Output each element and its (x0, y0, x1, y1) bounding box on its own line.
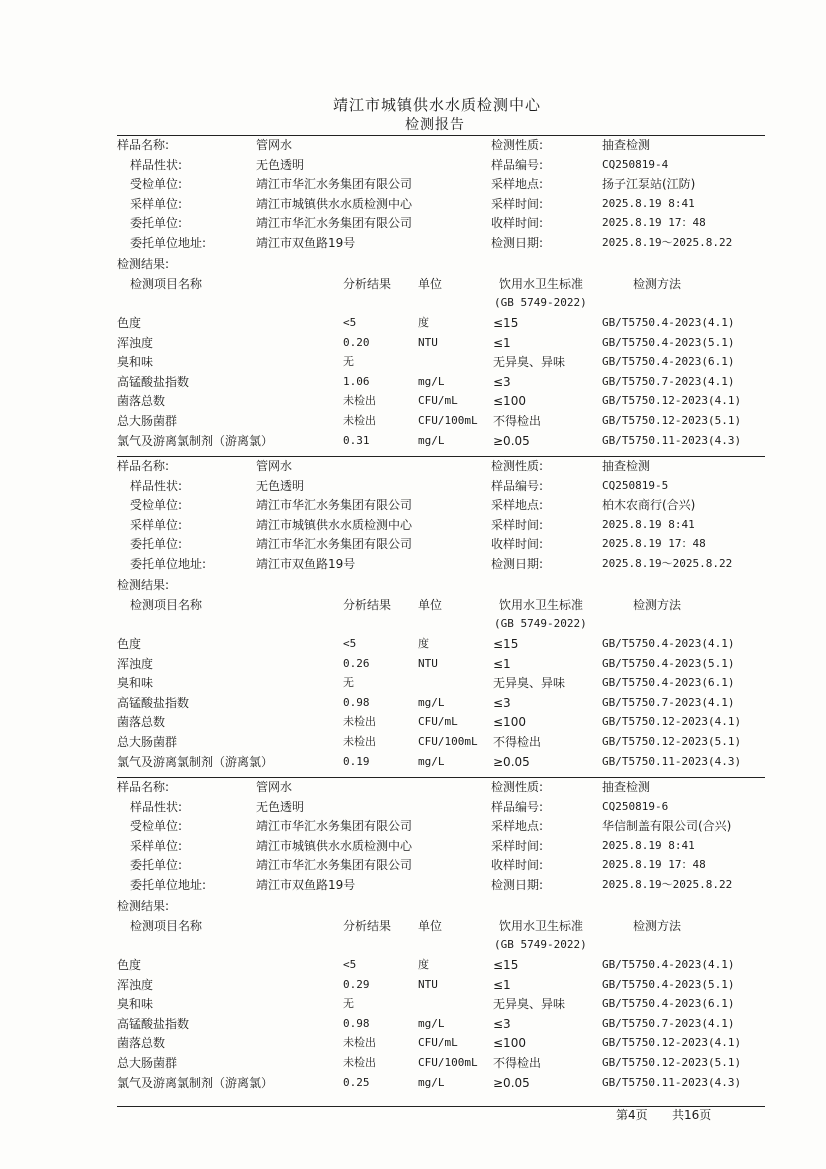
label-receive-time: 收样时间: (491, 537, 544, 552)
client-address-value: 靖江市双鱼路19号 (256, 557, 356, 571)
row-result: 0.26 (343, 656, 370, 670)
row-standard: 无异臭、异味 (493, 997, 566, 1012)
row-item: 总大肠菌群 (117, 735, 178, 749)
row-item: 色度 (117, 316, 142, 330)
row-method: GB/T5750.11-2023(4.3) (602, 754, 742, 768)
row-item: 总大肠菌群 (117, 414, 178, 428)
col-header-standard: 饮用水卫生标准 (499, 277, 584, 291)
row-result: 0.98 (343, 695, 370, 709)
row-unit: mg/L (418, 433, 445, 447)
col-header-method: 检测方法 (633, 919, 682, 933)
col-header-item: 检测项目名称 (130, 598, 203, 612)
row-standard: 无异臭、异味 (493, 355, 566, 370)
client-unit-value: 靖江市华汇水务集团有限公司 (256, 216, 413, 231)
row-method: GB/T5750.12-2023(5.1) (602, 1056, 742, 1069)
label-sampling-site: 采样地点: (491, 819, 544, 834)
test-type-value: 抽查检测 (602, 138, 651, 152)
row-item: 臭和味 (117, 997, 154, 1012)
sampling-site-value: 柏木农商行(合兴) (602, 498, 696, 513)
row-result: <5 (343, 958, 357, 971)
row-method: GB/T5750.12-2023(4.1) (602, 715, 742, 729)
results-label: 检测结果: (117, 899, 170, 913)
row-method: GB/T5750.7-2023(4.1) (602, 374, 735, 388)
row-item: 色度 (117, 637, 142, 651)
sample-no-value: CQ250819-4 (602, 157, 669, 171)
sample-state-value: 无色透明 (256, 478, 305, 493)
label-sampling-time: 采样时间: (491, 838, 544, 853)
row-method: GB/T5750.7-2023(4.1) (602, 695, 735, 709)
row-standard: ≤1 (493, 977, 511, 992)
client-unit-value: 靖江市华汇水务集团有限公司 (256, 858, 413, 873)
row-item: 浑浊度 (117, 335, 154, 350)
row-standard: 无异臭、异味 (493, 676, 566, 691)
row-method: GB/T5750.12-2023(5.1) (602, 414, 742, 427)
row-result: 0.98 (343, 1016, 370, 1030)
row-standard: ≤100 (493, 394, 526, 409)
row-method: GB/T5750.4-2023(5.1) (602, 977, 735, 991)
results-label: 检测结果: (117, 578, 170, 592)
label-sample-state: 样品性状: (130, 157, 183, 172)
col-header-standard-ref: (GB 5749-2022) (494, 617, 587, 630)
row-method: GB/T5750.4-2023(6.1) (602, 997, 735, 1011)
row-standard: ≥0.05 (493, 1075, 530, 1090)
label-client-unit: 委托单位: (130, 216, 183, 231)
test-date-value: 2025.8.19～2025.8.22 (602, 878, 733, 891)
label-test-type: 检测性质: (491, 780, 544, 794)
section-rule (117, 135, 765, 136)
label-sampling-site: 采样地点: (491, 498, 544, 513)
col-header-unit: 单位 (418, 919, 443, 933)
label-sample-name: 样品名称: (117, 138, 170, 152)
sample-state-value: 无色透明 (256, 799, 305, 814)
row-result: 未检出 (343, 394, 376, 408)
row-item: 浑浊度 (117, 977, 154, 992)
label-client-address: 委托单位地址: (130, 878, 207, 892)
test-type-value: 抽查检测 (602, 780, 651, 794)
sampling-site-value: 华信制盖有限公司(合兴) (602, 819, 732, 834)
col-header-standard-ref: (GB 5749-2022) (494, 938, 587, 951)
row-standard: 不得检出 (493, 1056, 542, 1070)
row-method: GB/T5750.12-2023(4.1) (602, 394, 742, 408)
row-result: 无 (343, 355, 354, 369)
row-unit: 度 (418, 316, 429, 329)
sampling-unit-value: 靖江市城镇供水水质检测中心 (256, 838, 413, 853)
col-header-standard: 饮用水卫生标准 (499, 919, 584, 933)
row-item: 高锰酸盐指数 (117, 695, 190, 710)
row-method: GB/T5750.12-2023(5.1) (602, 735, 742, 748)
row-result: 未检出 (343, 1056, 376, 1069)
label-sampling-time: 采样时间: (491, 196, 544, 211)
col-header-method: 检测方法 (633, 598, 682, 612)
sample-state-value: 无色透明 (256, 157, 305, 172)
row-method: GB/T5750.4-2023(5.1) (602, 335, 735, 349)
label-sample-no: 样品编号: (491, 157, 544, 172)
inspected-unit-value: 靖江市华汇水务集团有限公司 (256, 498, 413, 513)
label-sample-name: 样品名称: (117, 459, 170, 473)
label-sampling-site: 采样地点: (491, 177, 544, 192)
label-client-unit: 委托单位: (130, 858, 183, 873)
sampling-time-value: 2025.8.19 8:41 (602, 517, 695, 531)
report-title: 靖江市城镇供水水质检测中心 (333, 96, 542, 114)
receive-time-value: 2025.8.19 17：48 (602, 537, 706, 551)
col-header-unit: 单位 (418, 598, 443, 612)
col-header-standard: 饮用水卫生标准 (499, 598, 584, 612)
row-unit: mg/L (418, 1075, 445, 1089)
results-label: 检测结果: (117, 257, 170, 271)
row-method: GB/T5750.7-2023(4.1) (602, 1016, 735, 1030)
col-header-standard-ref: (GB 5749-2022) (494, 296, 587, 309)
row-unit: mg/L (418, 754, 445, 768)
row-result: 0.25 (343, 1075, 370, 1089)
label-inspected-unit: 受检单位: (130, 819, 183, 834)
row-unit: mg/L (418, 374, 445, 388)
sample-name-value: 管网水 (256, 138, 293, 152)
col-header-result: 分析结果 (343, 277, 392, 291)
row-method: GB/T5750.4-2023(4.1) (602, 958, 735, 971)
label-receive-time: 收样时间: (491, 216, 544, 231)
page-total: 共16页 (672, 1108, 712, 1122)
inspected-unit-value: 靖江市华汇水务集团有限公司 (256, 177, 413, 192)
row-unit: 度 (418, 958, 429, 971)
row-unit: CFU/mL (418, 1036, 458, 1050)
row-standard: ≤15 (493, 316, 519, 330)
row-result: 1.06 (343, 374, 370, 388)
row-item: 氯气及游离氯制剂（游离氯） (117, 1075, 274, 1090)
row-unit: CFU/mL (418, 715, 458, 729)
label-sampling-unit: 采样单位: (130, 517, 183, 532)
label-sampling-unit: 采样单位: (130, 838, 183, 853)
row-result: <5 (343, 316, 357, 329)
sampling-time-value: 2025.8.19 8:41 (602, 838, 695, 852)
label-sampling-unit: 采样单位: (130, 196, 183, 211)
sample-name-value: 管网水 (256, 780, 293, 794)
label-test-type: 检测性质: (491, 138, 544, 152)
row-result: 无 (343, 997, 354, 1011)
receive-time-value: 2025.8.19 17：48 (602, 216, 706, 230)
client-address-value: 靖江市双鱼路19号 (256, 878, 356, 892)
sampling-unit-value: 靖江市城镇供水水质检测中心 (256, 517, 413, 532)
label-sample-name: 样品名称: (117, 780, 170, 794)
row-unit: CFU/100mL (418, 735, 478, 748)
row-item: 色度 (117, 958, 142, 972)
col-header-method: 检测方法 (633, 277, 682, 291)
col-header-result: 分析结果 (343, 598, 392, 612)
sample-no-value: CQ250819-6 (602, 799, 669, 813)
row-result: 0.20 (343, 335, 370, 349)
row-item: 氯气及游离氯制剂（游离氯） (117, 754, 274, 769)
row-method: GB/T5750.11-2023(4.3) (602, 1075, 742, 1089)
row-standard: ≤100 (493, 1036, 526, 1051)
row-standard: ≥0.05 (493, 433, 530, 448)
test-type-value: 抽查检测 (602, 459, 651, 473)
page-number: 第4页 (616, 1108, 648, 1122)
row-standard: ≤15 (493, 958, 519, 972)
label-inspected-unit: 受检单位: (130, 498, 183, 513)
row-unit: mg/L (418, 1016, 445, 1030)
footer-rule (117, 1106, 765, 1107)
label-client-address: 委托单位地址: (130, 557, 207, 571)
row-item: 总大肠菌群 (117, 1056, 178, 1070)
row-result: 未检出 (343, 414, 376, 427)
test-date-value: 2025.8.19～2025.8.22 (602, 236, 733, 249)
row-result: 0.29 (343, 977, 370, 991)
row-item: 菌落总数 (117, 715, 166, 730)
col-header-item: 检测项目名称 (130, 919, 203, 933)
col-header-unit: 单位 (418, 277, 443, 291)
label-sample-state: 样品性状: (130, 799, 183, 814)
row-result: 未检出 (343, 1036, 376, 1050)
row-unit: CFU/mL (418, 394, 458, 408)
row-result: 未检出 (343, 715, 376, 729)
sampling-time-value: 2025.8.19 8:41 (602, 196, 695, 210)
row-standard: 不得检出 (493, 414, 542, 428)
test-date-value: 2025.8.19～2025.8.22 (602, 557, 733, 570)
row-standard: 不得检出 (493, 735, 542, 749)
row-standard: ≤3 (493, 374, 511, 389)
row-standard: ≤3 (493, 695, 511, 710)
row-method: GB/T5750.4-2023(6.1) (602, 676, 735, 690)
inspected-unit-value: 靖江市华汇水务集团有限公司 (256, 819, 413, 834)
section-rule (117, 777, 765, 778)
label-sample-no: 样品编号: (491, 478, 544, 493)
row-unit: CFU/100mL (418, 414, 478, 427)
sample-name-value: 管网水 (256, 459, 293, 473)
receive-time-value: 2025.8.19 17：48 (602, 858, 706, 872)
row-result: 无 (343, 676, 354, 690)
section-rule (117, 456, 765, 457)
col-header-item: 检测项目名称 (130, 277, 203, 291)
row-method: GB/T5750.4-2023(4.1) (602, 316, 735, 329)
row-item: 臭和味 (117, 676, 154, 691)
row-item: 臭和味 (117, 355, 154, 370)
label-sample-state: 样品性状: (130, 478, 183, 493)
row-unit: 度 (418, 637, 429, 650)
row-unit: mg/L (418, 695, 445, 709)
row-standard: ≤15 (493, 637, 519, 651)
row-standard: ≤100 (493, 715, 526, 730)
sampling-unit-value: 靖江市城镇供水水质检测中心 (256, 196, 413, 211)
row-standard: ≤3 (493, 1016, 511, 1031)
row-item: 高锰酸盐指数 (117, 1016, 190, 1031)
row-result: 0.31 (343, 433, 370, 447)
label-test-date: 检测日期: (491, 236, 544, 250)
row-method: GB/T5750.12-2023(4.1) (602, 1036, 742, 1050)
row-unit: NTU (418, 335, 438, 349)
sampling-site-value: 扬子江泵站(江防) (602, 177, 696, 192)
label-client-address: 委托单位地址: (130, 236, 207, 250)
label-receive-time: 收样时间: (491, 858, 544, 873)
sample-no-value: CQ250819-5 (602, 478, 669, 492)
row-method: GB/T5750.4-2023(5.1) (602, 656, 735, 670)
row-unit: NTU (418, 977, 438, 991)
label-sampling-time: 采样时间: (491, 517, 544, 532)
client-unit-value: 靖江市华汇水务集团有限公司 (256, 537, 413, 552)
row-item: 菌落总数 (117, 1036, 166, 1051)
row-result: 0.19 (343, 754, 370, 768)
label-test-type: 检测性质: (491, 459, 544, 473)
row-result: 未检出 (343, 735, 376, 748)
row-result: <5 (343, 637, 357, 650)
label-test-date: 检测日期: (491, 557, 544, 571)
row-standard: ≤1 (493, 335, 511, 350)
report-subtitle: 检测报告 (405, 117, 465, 133)
row-unit: CFU/100mL (418, 1056, 478, 1069)
row-item: 菌落总数 (117, 394, 166, 409)
row-method: GB/T5750.4-2023(6.1) (602, 355, 735, 369)
row-standard: ≥0.05 (493, 754, 530, 769)
row-item: 高锰酸盐指数 (117, 374, 190, 389)
label-client-unit: 委托单位: (130, 537, 183, 552)
row-method: GB/T5750.4-2023(4.1) (602, 637, 735, 650)
row-item: 浑浊度 (117, 656, 154, 671)
row-item: 氯气及游离氯制剂（游离氯） (117, 433, 274, 448)
label-sample-no: 样品编号: (491, 799, 544, 814)
label-test-date: 检测日期: (491, 878, 544, 892)
client-address-value: 靖江市双鱼路19号 (256, 236, 356, 250)
label-inspected-unit: 受检单位: (130, 177, 183, 192)
col-header-result: 分析结果 (343, 919, 392, 933)
row-standard: ≤1 (493, 656, 511, 671)
row-method: GB/T5750.11-2023(4.3) (602, 433, 742, 447)
row-unit: NTU (418, 656, 438, 670)
